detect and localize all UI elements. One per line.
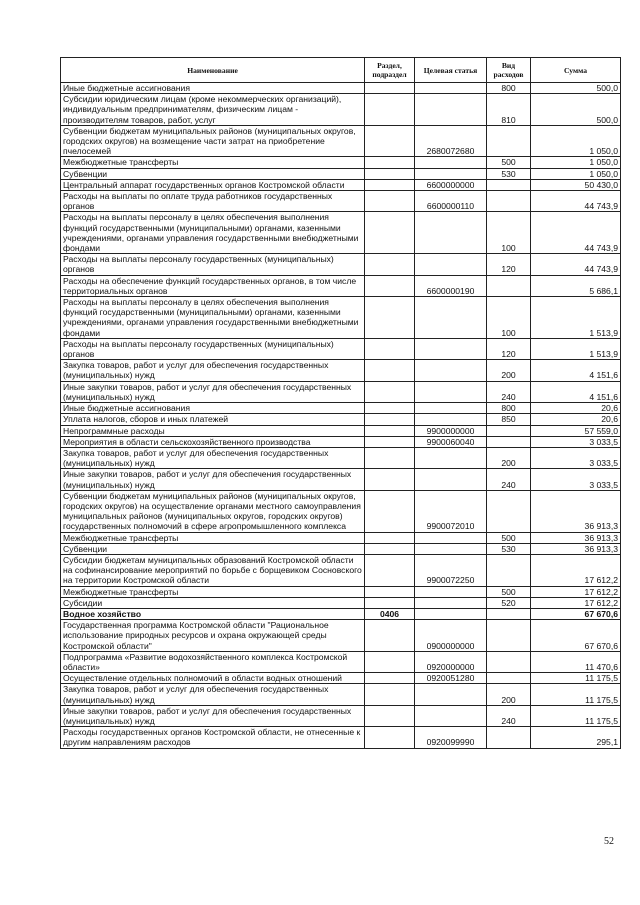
cell-name: Расходы на выплаты персоналу в целях обеспечения выполнения функций государственными (муниципальными) органами, казенными учреждениями, органами управления государственными внебюджетными фондами xyxy=(61,212,365,254)
cell-target xyxy=(415,297,487,339)
cell-target: 0920051280 xyxy=(415,673,487,684)
cell-name: Подпрограмма «Развитие водохозяйственного комплекса Костромской области» xyxy=(61,651,365,672)
cell-section xyxy=(365,705,415,726)
cell-type xyxy=(487,554,531,586)
table-row xyxy=(61,275,621,296)
cell-target xyxy=(415,83,487,94)
cell-section xyxy=(365,586,415,597)
cell-type: 120 xyxy=(487,338,531,359)
cell-sum: 17 612,2 xyxy=(531,586,621,597)
table-row xyxy=(61,168,621,179)
cell-sum: 44 743,9 xyxy=(531,191,621,212)
table-row xyxy=(61,490,621,532)
cell-type: 200 xyxy=(487,360,531,381)
cell-type: 520 xyxy=(487,597,531,608)
cell-section xyxy=(365,83,415,94)
cell-section xyxy=(365,168,415,179)
table-row xyxy=(61,254,621,275)
cell-target: 6600000110 xyxy=(415,191,487,212)
cell-type xyxy=(487,727,531,748)
table-row xyxy=(61,597,621,608)
cell-type: 800 xyxy=(487,83,531,94)
cell-section xyxy=(365,125,415,157)
cell-target xyxy=(415,381,487,402)
cell-name: Осуществление отдельных полномочий в области водных отношений xyxy=(61,673,365,684)
table-row xyxy=(61,414,621,425)
cell-target xyxy=(415,586,487,597)
page-number: 52 xyxy=(604,836,614,847)
cell-type xyxy=(487,620,531,652)
cell-name: Мероприятия в области сельскохозяйственного производства xyxy=(61,436,365,447)
cell-name: Иные закупки товаров, работ и услуг для обеспечения государственных (муниципальных) нужд xyxy=(61,469,365,490)
cell-type: 240 xyxy=(487,705,531,726)
cell-sum: 1 050,0 xyxy=(531,125,621,157)
cell-sum: 20,6 xyxy=(531,414,621,425)
cell-section xyxy=(365,673,415,684)
cell-section xyxy=(365,543,415,554)
cell-sum: 20,6 xyxy=(531,403,621,414)
cell-name: Непрограммные расходы xyxy=(61,425,365,436)
cell-name: Центральный аппарат государственных органов Костромской области xyxy=(61,179,365,190)
cell-name: Субсидии юридическим лицам (кроме некоммерческих организаций), индивидуальным предпринимателям, физическим лицам - производителям товаров, работ, услуг xyxy=(61,94,365,126)
cell-target xyxy=(415,597,487,608)
cell-sum: 67 670,6 xyxy=(531,608,621,619)
cell-type xyxy=(487,125,531,157)
cell-name: Расходы на выплаты персоналу государственных (муниципальных) органов xyxy=(61,254,365,275)
cell-section xyxy=(365,338,415,359)
cell-sum: 17 612,2 xyxy=(531,597,621,608)
cell-sum: 36 913,3 xyxy=(531,490,621,532)
table-row xyxy=(61,360,621,381)
cell-section xyxy=(365,447,415,468)
cell-type: 850 xyxy=(487,414,531,425)
header-sum: Сумма xyxy=(531,58,621,83)
cell-type: 240 xyxy=(487,469,531,490)
cell-sum: 3 033,5 xyxy=(531,469,621,490)
cell-sum: 11 175,5 xyxy=(531,684,621,705)
cell-type xyxy=(487,490,531,532)
table-row xyxy=(61,425,621,436)
cell-section xyxy=(365,651,415,672)
cell-target: 9900000000 xyxy=(415,425,487,436)
cell-type xyxy=(487,673,531,684)
cell-section xyxy=(365,532,415,543)
cell-section xyxy=(365,727,415,748)
table-row xyxy=(61,608,621,619)
table-row xyxy=(61,94,621,126)
cell-section xyxy=(365,684,415,705)
cell-sum: 11 470,6 xyxy=(531,651,621,672)
cell-target xyxy=(415,705,487,726)
table-row xyxy=(61,554,621,586)
header-type: Вид расходов xyxy=(487,58,531,83)
cell-target xyxy=(415,543,487,554)
cell-target: 6600000000 xyxy=(415,179,487,190)
table-row xyxy=(61,684,621,705)
budget-table xyxy=(60,57,621,749)
cell-type xyxy=(487,179,531,190)
cell-type xyxy=(487,275,531,296)
table-row xyxy=(61,436,621,447)
cell-type: 100 xyxy=(487,297,531,339)
cell-section xyxy=(365,297,415,339)
cell-sum: 1 050,0 xyxy=(531,157,621,168)
cell-target xyxy=(415,414,487,425)
cell-section xyxy=(365,620,415,652)
cell-name: Межбюджетные трансферты xyxy=(61,157,365,168)
cell-target: 6600000190 xyxy=(415,275,487,296)
cell-section xyxy=(365,436,415,447)
cell-name: Межбюджетные трансферты xyxy=(61,586,365,597)
table-row xyxy=(61,179,621,190)
cell-name: Субвенции бюджетам муниципальных районов (муниципальных округов, городских округов) на осуществление органами местного самоуправления муниципальных районов (муниципальных округов, городских округов) государственных полномочий в сфере агропромышленного комплекса xyxy=(61,490,365,532)
cell-target xyxy=(415,94,487,126)
table-row xyxy=(61,727,621,748)
cell-target xyxy=(415,157,487,168)
cell-name: Расходы на обеспечение функций государственных органов, в том числе территориальных органов xyxy=(61,275,365,296)
cell-target xyxy=(415,338,487,359)
cell-sum: 5 686,1 xyxy=(531,275,621,296)
cell-section xyxy=(365,254,415,275)
table-row xyxy=(61,83,621,94)
cell-sum: 36 913,3 xyxy=(531,532,621,543)
cell-target: 0920000000 xyxy=(415,651,487,672)
table-row xyxy=(61,125,621,157)
cell-target xyxy=(415,212,487,254)
cell-name: Субвенции бюджетам муниципальных районов (муниципальных округов, городских округов) на возмещение части затрат на приобретение пчелосемей xyxy=(61,125,365,157)
table-row xyxy=(61,673,621,684)
cell-name: Иные закупки товаров, работ и услуг для обеспечения государственных (муниципальных) нужд xyxy=(61,705,365,726)
table-row xyxy=(61,469,621,490)
cell-target xyxy=(415,608,487,619)
cell-type: 800 xyxy=(487,403,531,414)
cell-section xyxy=(365,275,415,296)
cell-name: Субсидии xyxy=(61,597,365,608)
cell-sum: 44 743,9 xyxy=(531,254,621,275)
cell-section xyxy=(365,597,415,608)
cell-name: Закупка товаров, работ и услуг для обеспечения государственных (муниципальных) нужд xyxy=(61,447,365,468)
cell-target: 9900060040 xyxy=(415,436,487,447)
cell-target xyxy=(415,532,487,543)
cell-section xyxy=(365,403,415,414)
cell-name: Субвенции xyxy=(61,543,365,554)
cell-type xyxy=(487,436,531,447)
table-row xyxy=(61,338,621,359)
table-row xyxy=(61,297,621,339)
cell-sum: 3 033,5 xyxy=(531,447,621,468)
cell-sum: 67 670,6 xyxy=(531,620,621,652)
cell-sum: 295,1 xyxy=(531,727,621,748)
cell-name: Водное хозяйство xyxy=(61,608,365,619)
cell-sum: 17 612,2 xyxy=(531,554,621,586)
table-row xyxy=(61,447,621,468)
cell-target: 0900000000 xyxy=(415,620,487,652)
cell-section xyxy=(365,157,415,168)
cell-section xyxy=(365,179,415,190)
cell-type xyxy=(487,651,531,672)
cell-section: 0406 xyxy=(365,608,415,619)
cell-target: 2680072680 xyxy=(415,125,487,157)
cell-section xyxy=(365,212,415,254)
cell-sum: 11 175,5 xyxy=(531,705,621,726)
table-row xyxy=(61,212,621,254)
cell-section xyxy=(365,94,415,126)
cell-name: Субвенции xyxy=(61,168,365,179)
cell-section xyxy=(365,425,415,436)
cell-type xyxy=(487,425,531,436)
cell-sum: 44 743,9 xyxy=(531,212,621,254)
cell-name: Иные закупки товаров, работ и услуг для обеспечения государственных (муниципальных) нужд xyxy=(61,381,365,402)
cell-name: Уплата налогов, сборов и иных платежей xyxy=(61,414,365,425)
table-row xyxy=(61,586,621,597)
cell-section xyxy=(365,414,415,425)
cell-type: 500 xyxy=(487,157,531,168)
cell-name: Расходы государственных органов Костромской области, не отнесенные к другим направлениям расходов xyxy=(61,727,365,748)
table-row xyxy=(61,157,621,168)
table-row xyxy=(61,532,621,543)
cell-section xyxy=(365,191,415,212)
cell-target xyxy=(415,469,487,490)
table-row xyxy=(61,381,621,402)
cell-sum: 1 050,0 xyxy=(531,168,621,179)
cell-sum: 1 513,9 xyxy=(531,338,621,359)
cell-type: 100 xyxy=(487,212,531,254)
cell-target xyxy=(415,360,487,381)
cell-section xyxy=(365,360,415,381)
table-row xyxy=(61,620,621,652)
cell-name: Иные бюджетные ассигнования xyxy=(61,403,365,414)
cell-sum: 57 559,0 xyxy=(531,425,621,436)
cell-type: 500 xyxy=(487,586,531,597)
cell-target: 0920099990 xyxy=(415,727,487,748)
cell-type: 240 xyxy=(487,381,531,402)
cell-name: Закупка товаров, работ и услуг для обеспечения государственных (муниципальных) нужд xyxy=(61,684,365,705)
table-row xyxy=(61,705,621,726)
cell-section xyxy=(365,490,415,532)
cell-target xyxy=(415,684,487,705)
cell-sum: 36 913,3 xyxy=(531,543,621,554)
cell-section xyxy=(365,381,415,402)
cell-target xyxy=(415,447,487,468)
cell-type: 530 xyxy=(487,543,531,554)
cell-sum: 11 175,5 xyxy=(531,673,621,684)
cell-name: Расходы на выплаты по оплате труда работников государственных органов xyxy=(61,191,365,212)
cell-sum: 500,0 xyxy=(531,83,621,94)
header-target: Целевая статья xyxy=(415,58,487,83)
cell-name: Межбюджетные трансферты xyxy=(61,532,365,543)
header-section: Раздел, подраздел xyxy=(365,58,415,83)
table-row xyxy=(61,651,621,672)
cell-type: 530 xyxy=(487,168,531,179)
cell-name: Расходы на выплаты персоналу в целях обеспечения выполнения функций государственными (муниципальными) органами, казенными учреждениями, органами управления государственными внебюджетными фондами xyxy=(61,297,365,339)
cell-sum: 1 513,9 xyxy=(531,297,621,339)
cell-target xyxy=(415,254,487,275)
cell-type xyxy=(487,608,531,619)
header-name: Наименование xyxy=(61,58,365,83)
table-row xyxy=(61,403,621,414)
cell-sum: 500,0 xyxy=(531,94,621,126)
cell-type: 810 xyxy=(487,94,531,126)
cell-name: Иные бюджетные ассигнования xyxy=(61,83,365,94)
cell-sum: 3 033,5 xyxy=(531,436,621,447)
cell-name: Закупка товаров, работ и услуг для обеспечения государственных (муниципальных) нужд xyxy=(61,360,365,381)
cell-type: 120 xyxy=(487,254,531,275)
cell-name: Расходы на выплаты персоналу государственных (муниципальных) органов xyxy=(61,338,365,359)
cell-type: 200 xyxy=(487,684,531,705)
table-row xyxy=(61,543,621,554)
cell-type: 500 xyxy=(487,532,531,543)
cell-name: Государственная программа Костромской области "Рациональное использование природных ресурсов и охрана окружающей среды Костромской области" xyxy=(61,620,365,652)
cell-sum: 50 430,0 xyxy=(531,179,621,190)
cell-target xyxy=(415,403,487,414)
cell-name: Субсидии бюджетам муниципальных образований Костромской области на софинансирование мероприятий по борьбе с борщевиком Сосновского на территории Костромской области xyxy=(61,554,365,586)
cell-type xyxy=(487,191,531,212)
cell-section xyxy=(365,554,415,586)
cell-target: 9900072010 xyxy=(415,490,487,532)
cell-sum: 4 151,6 xyxy=(531,381,621,402)
cell-type: 200 xyxy=(487,447,531,468)
cell-sum: 4 151,6 xyxy=(531,360,621,381)
table-row xyxy=(61,191,621,212)
cell-target: 9900072250 xyxy=(415,554,487,586)
table-header-row xyxy=(61,58,621,83)
cell-target xyxy=(415,168,487,179)
cell-section xyxy=(365,469,415,490)
